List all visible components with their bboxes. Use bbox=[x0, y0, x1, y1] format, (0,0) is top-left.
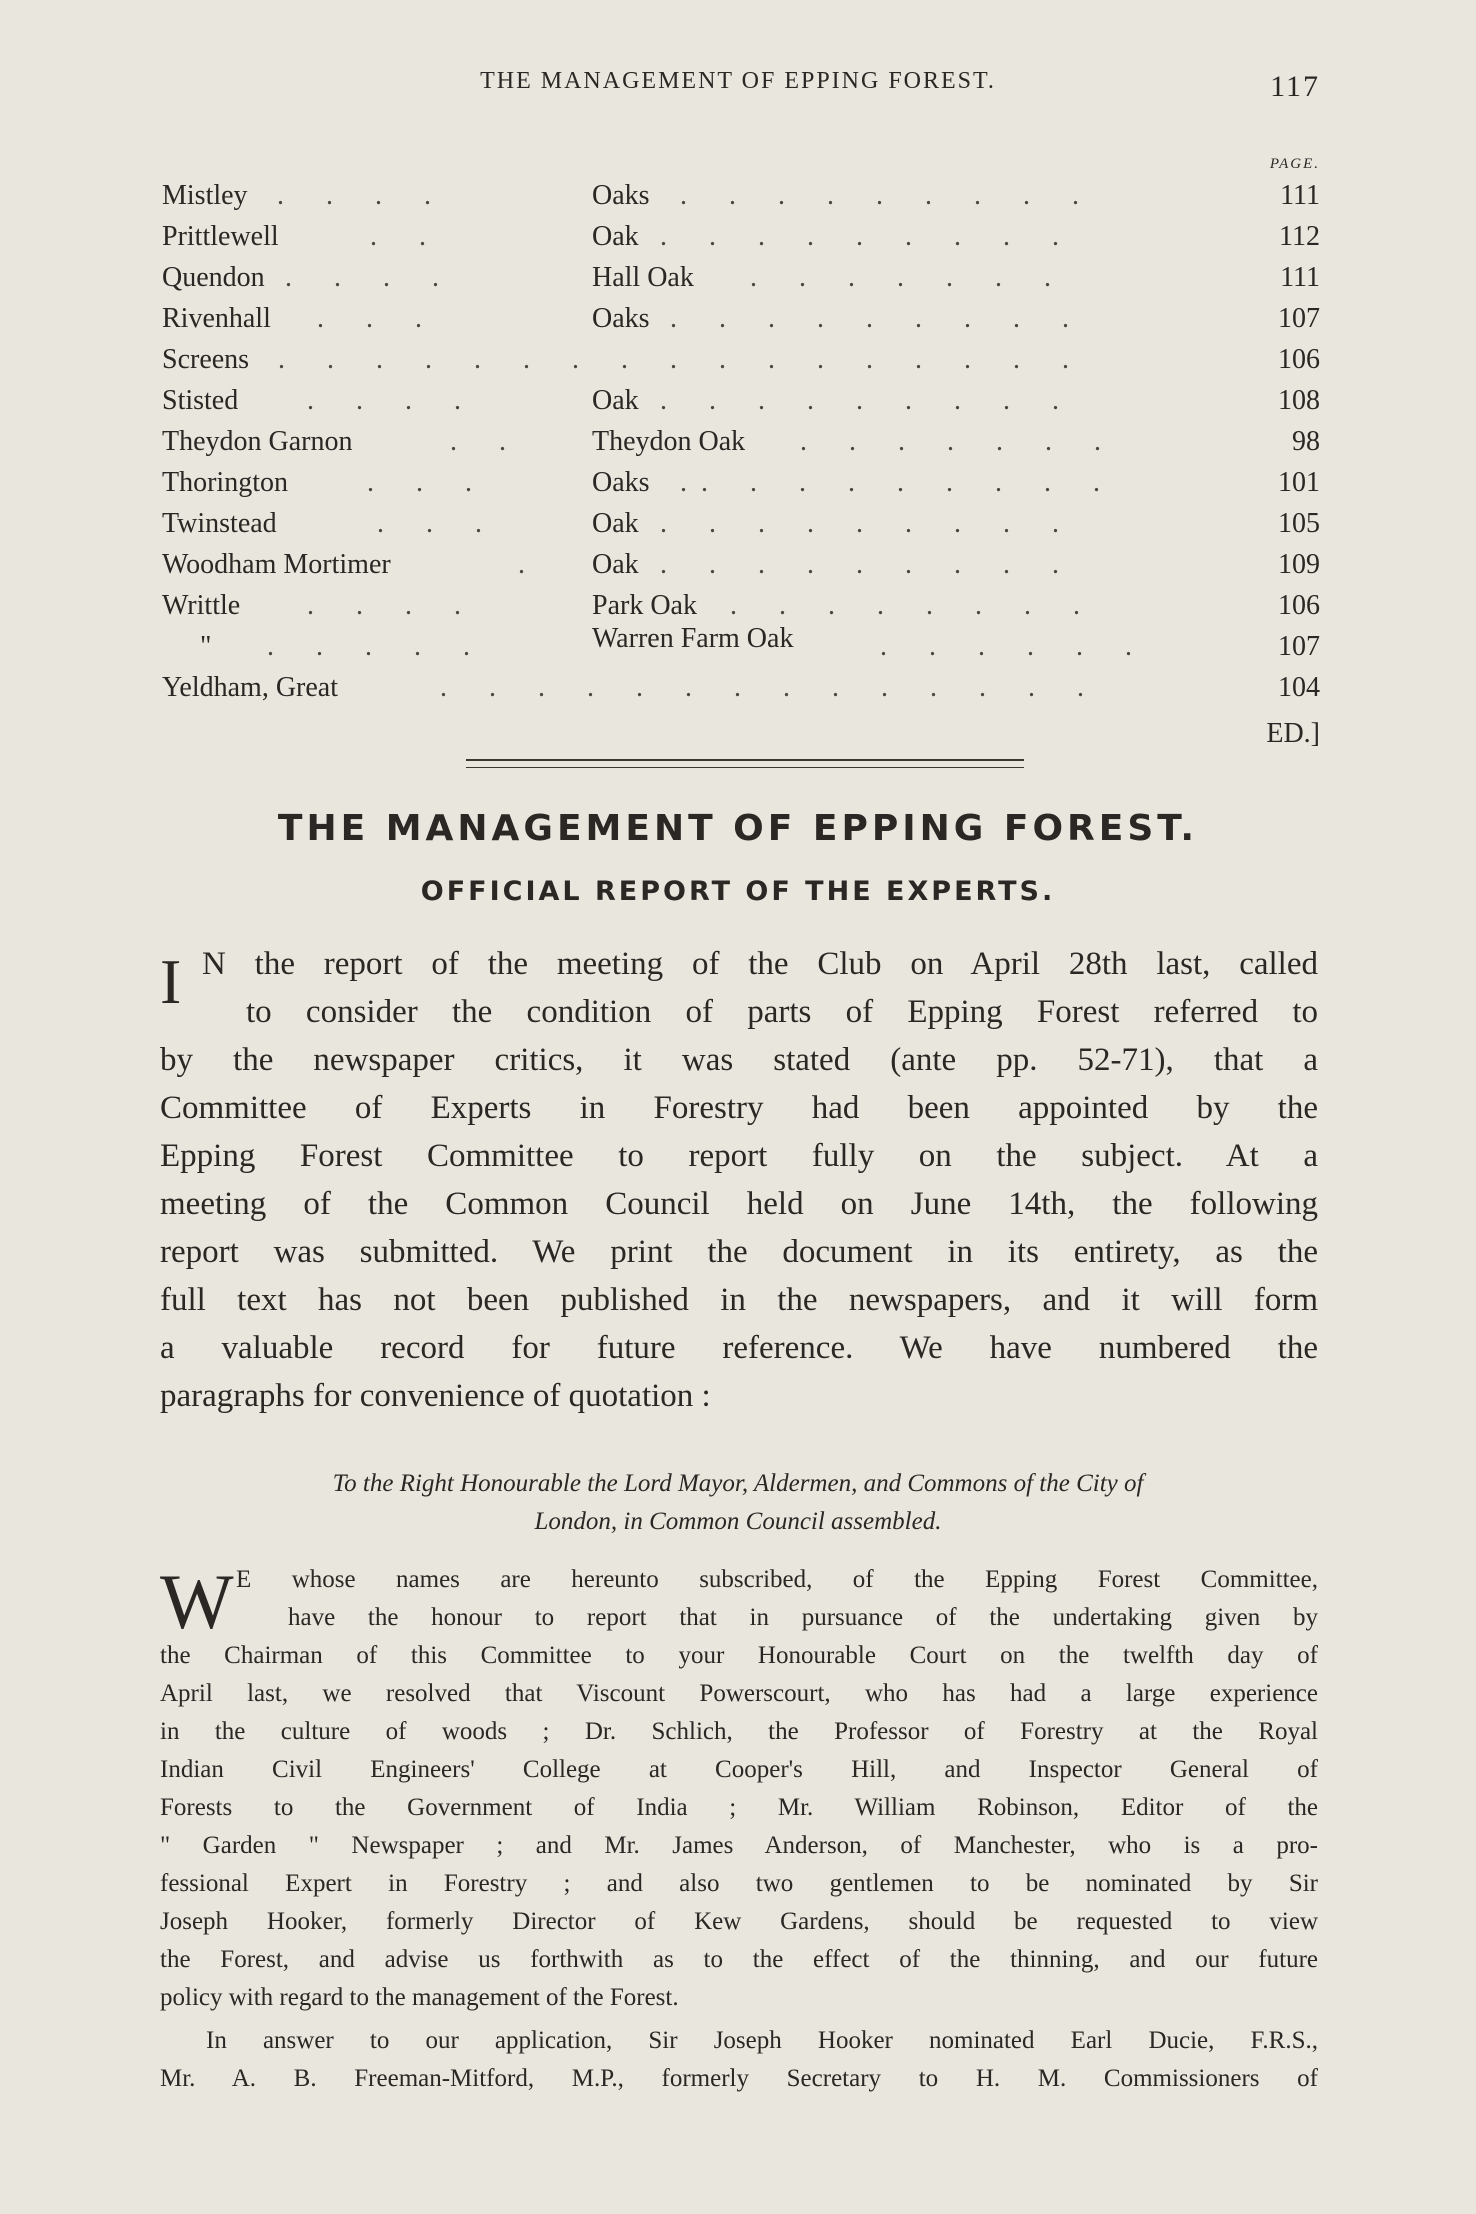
index-row: Rivenhall . . . Oaks . . . . . . . . . 107 bbox=[162, 303, 1320, 334]
index-page: 98 bbox=[1292, 426, 1320, 457]
index-row: Screens . . . . . . . . . . . . . . . . . 106 bbox=[162, 344, 1320, 375]
intro-line: paragraphs for convenience of quotation : bbox=[160, 1378, 711, 1414]
letter-line: policy with regard to the management of the Forest. bbox=[160, 1984, 679, 2011]
index-page: 101 bbox=[1278, 467, 1320, 498]
letter-line: in the culture of woods ; Dr. Schlich, the Professor of Forestry at the Royal bbox=[160, 1718, 1318, 1745]
index-place: Thorington bbox=[162, 467, 288, 498]
section-divider-thin bbox=[466, 767, 1024, 768]
index-place: Rivenhall bbox=[162, 303, 271, 334]
index-tree: Theydon Oak bbox=[592, 426, 746, 457]
index-page: 109 bbox=[1278, 549, 1320, 580]
index-place: Yeldham, Great bbox=[162, 672, 339, 703]
intro-drop-cap: I bbox=[160, 946, 182, 1017]
index-page: 108 bbox=[1278, 385, 1320, 416]
editor-signature: ED.] bbox=[1266, 718, 1320, 749]
index-tree: Oaks bbox=[592, 180, 650, 211]
letter-line: " Garden " Newspaper ; and Mr. James Anderson, of Manchester, who is a pro- bbox=[160, 1832, 1318, 1859]
index-row: Yeldham, Great . . . . . . . . . . . . . . 104 bbox=[162, 672, 1320, 703]
letter-drop-cap: W bbox=[160, 1558, 234, 1645]
index-tree: Oak bbox=[592, 385, 639, 416]
letter-line: E whose names are hereunto subscribed, of the Epping Forest Committee, bbox=[236, 1566, 1318, 1593]
index-place: Twinstead bbox=[162, 508, 277, 539]
intro-line: a valuable record for future reference. We have numbered the bbox=[160, 1330, 1318, 1366]
index-row: Woodham Mortimer . Oak . . . . . . . . . 109 bbox=[162, 549, 1320, 580]
index-tree: Oak bbox=[592, 221, 639, 252]
index-tree: Oaks bbox=[592, 303, 650, 334]
letter-line: Mr. A. B. Freeman-Mitford, M.P., formerly Secretary to H. M. Commissioners of bbox=[160, 2065, 1318, 2092]
index-place: Quendon bbox=[162, 262, 265, 293]
letter-line: the Chairman of this Committee to your Honourable Court on the twelfth day of bbox=[160, 1642, 1318, 1669]
index-tree: Oaks bbox=[592, 467, 650, 498]
index-place: Woodham Mortimer bbox=[162, 549, 391, 580]
index-place-ditto: " bbox=[200, 631, 212, 662]
article-subtitle: OFFICIAL REPORT OF THE EXPERTS. bbox=[420, 876, 1056, 907]
page-column-heading: PAGE. bbox=[1269, 156, 1320, 172]
intro-line: full text has not been published in the newspapers, and it will form bbox=[160, 1282, 1318, 1318]
index-page: 107 bbox=[1278, 631, 1320, 662]
index-page: 106 bbox=[1278, 344, 1320, 375]
index-page: 106 bbox=[1278, 590, 1320, 621]
index-tree: Park Oak bbox=[592, 590, 697, 621]
intro-line: meeting of the Common Council held on June 14th, the following bbox=[160, 1186, 1318, 1222]
index-row: Writtle . . . . Park Oak . . . . . . . . 106 bbox=[162, 590, 1320, 621]
index-page: 111 bbox=[1280, 262, 1320, 293]
index-row: Thorington . . . Oaks . . . . . . . . . . 101 bbox=[162, 467, 1320, 498]
index-place: Prittlewell bbox=[162, 221, 279, 252]
index-place: Screens bbox=[162, 344, 250, 375]
index-row: Stisted . . . . Oak . . . . . . . . . 108 bbox=[162, 385, 1320, 416]
running-head: THE MANAGEMENT OF EPPING FOREST. bbox=[480, 68, 996, 94]
section-divider bbox=[466, 759, 1024, 761]
letter-line: have the honour to report that in pursuance of the undertaking given by bbox=[288, 1604, 1318, 1631]
index-place: Writtle bbox=[162, 590, 241, 621]
index-row: Theydon Garnon . . Theydon Oak . . . . . . . 98 bbox=[162, 426, 1320, 457]
letter-line: the Forest, and advise us forthwith as to the effect of the thinning, and our future bbox=[160, 1946, 1318, 1973]
index-page: 104 bbox=[1278, 672, 1320, 703]
intro-line: Epping Forest Committee to report fully on the subject. At a bbox=[160, 1138, 1318, 1174]
index-tree: Warren Farm Oak bbox=[592, 623, 794, 654]
letter-line: April last, we resolved that Viscount Powerscourt, who has had a large experience bbox=[160, 1680, 1318, 1707]
index-page: 112 bbox=[1279, 221, 1320, 252]
index-page: 105 bbox=[1278, 508, 1320, 539]
intro-line: N the report of the meeting of the Club on April 28th last, called bbox=[202, 946, 1318, 982]
letter-line: fessional Expert in Forestry ; and also two gentlemen to be nominated by Sir bbox=[160, 1870, 1318, 1897]
intro-line: by the newspaper critics, it was stated (ante pp. 52-71), that a bbox=[160, 1042, 1318, 1078]
index-row: Prittlewell . . Oak . . . . . . . . . 112 bbox=[162, 221, 1320, 252]
letter-line: In answer to our application, Sir Joseph Hooker nominated Earl Ducie, F.R.S., bbox=[206, 2027, 1318, 2054]
letter-line: Indian Civil Engineers' College at Cooper's Hill, and Inspector General of bbox=[160, 1756, 1318, 1783]
index-row: Quendon . . . . Hall Oak . . . . . . . 111 bbox=[162, 262, 1320, 293]
index-row: " . . . . . Warren Farm Oak . . . . . . 107 bbox=[200, 623, 1320, 662]
article-title: THE MANAGEMENT OF EPPING FOREST. bbox=[277, 808, 1199, 849]
address-line: To the Right Honourable the Lord Mayor, Aldermen, and Commons of the City of bbox=[332, 1470, 1144, 1497]
index-page: 111 bbox=[1280, 180, 1320, 211]
intro-line: report was submitted. We print the document in its entirety, as the bbox=[160, 1234, 1318, 1270]
index-place: Mistley bbox=[162, 180, 248, 211]
index-tree: Hall Oak bbox=[592, 262, 694, 293]
index-place: Theydon Garnon bbox=[162, 426, 353, 457]
index-row: Twinstead . . . Oak . . . . . . . . . 105 bbox=[162, 508, 1320, 539]
intro-line: to consider the condition of parts of Epping Forest referred to bbox=[246, 994, 1318, 1030]
index-page: 107 bbox=[1278, 303, 1320, 334]
index-place: Stisted bbox=[162, 385, 239, 416]
page-number: 117 bbox=[1270, 70, 1320, 103]
index-row: Mistley . . . . Oaks . . . . . . . . . 111 bbox=[162, 180, 1320, 211]
index-tree: Oak bbox=[592, 508, 639, 539]
letter-line: Forests to the Government of India ; Mr. William Robinson, Editor of the bbox=[160, 1794, 1318, 1821]
index-tree: Oak bbox=[592, 549, 639, 580]
letter-line: Joseph Hooker, formerly Director of Kew Gardens, should be requested to view bbox=[160, 1908, 1318, 1935]
intro-line: Committee of Experts in Forestry had been appointed by the bbox=[160, 1090, 1318, 1126]
address-line: London, in Common Council assembled. bbox=[534, 1508, 942, 1535]
